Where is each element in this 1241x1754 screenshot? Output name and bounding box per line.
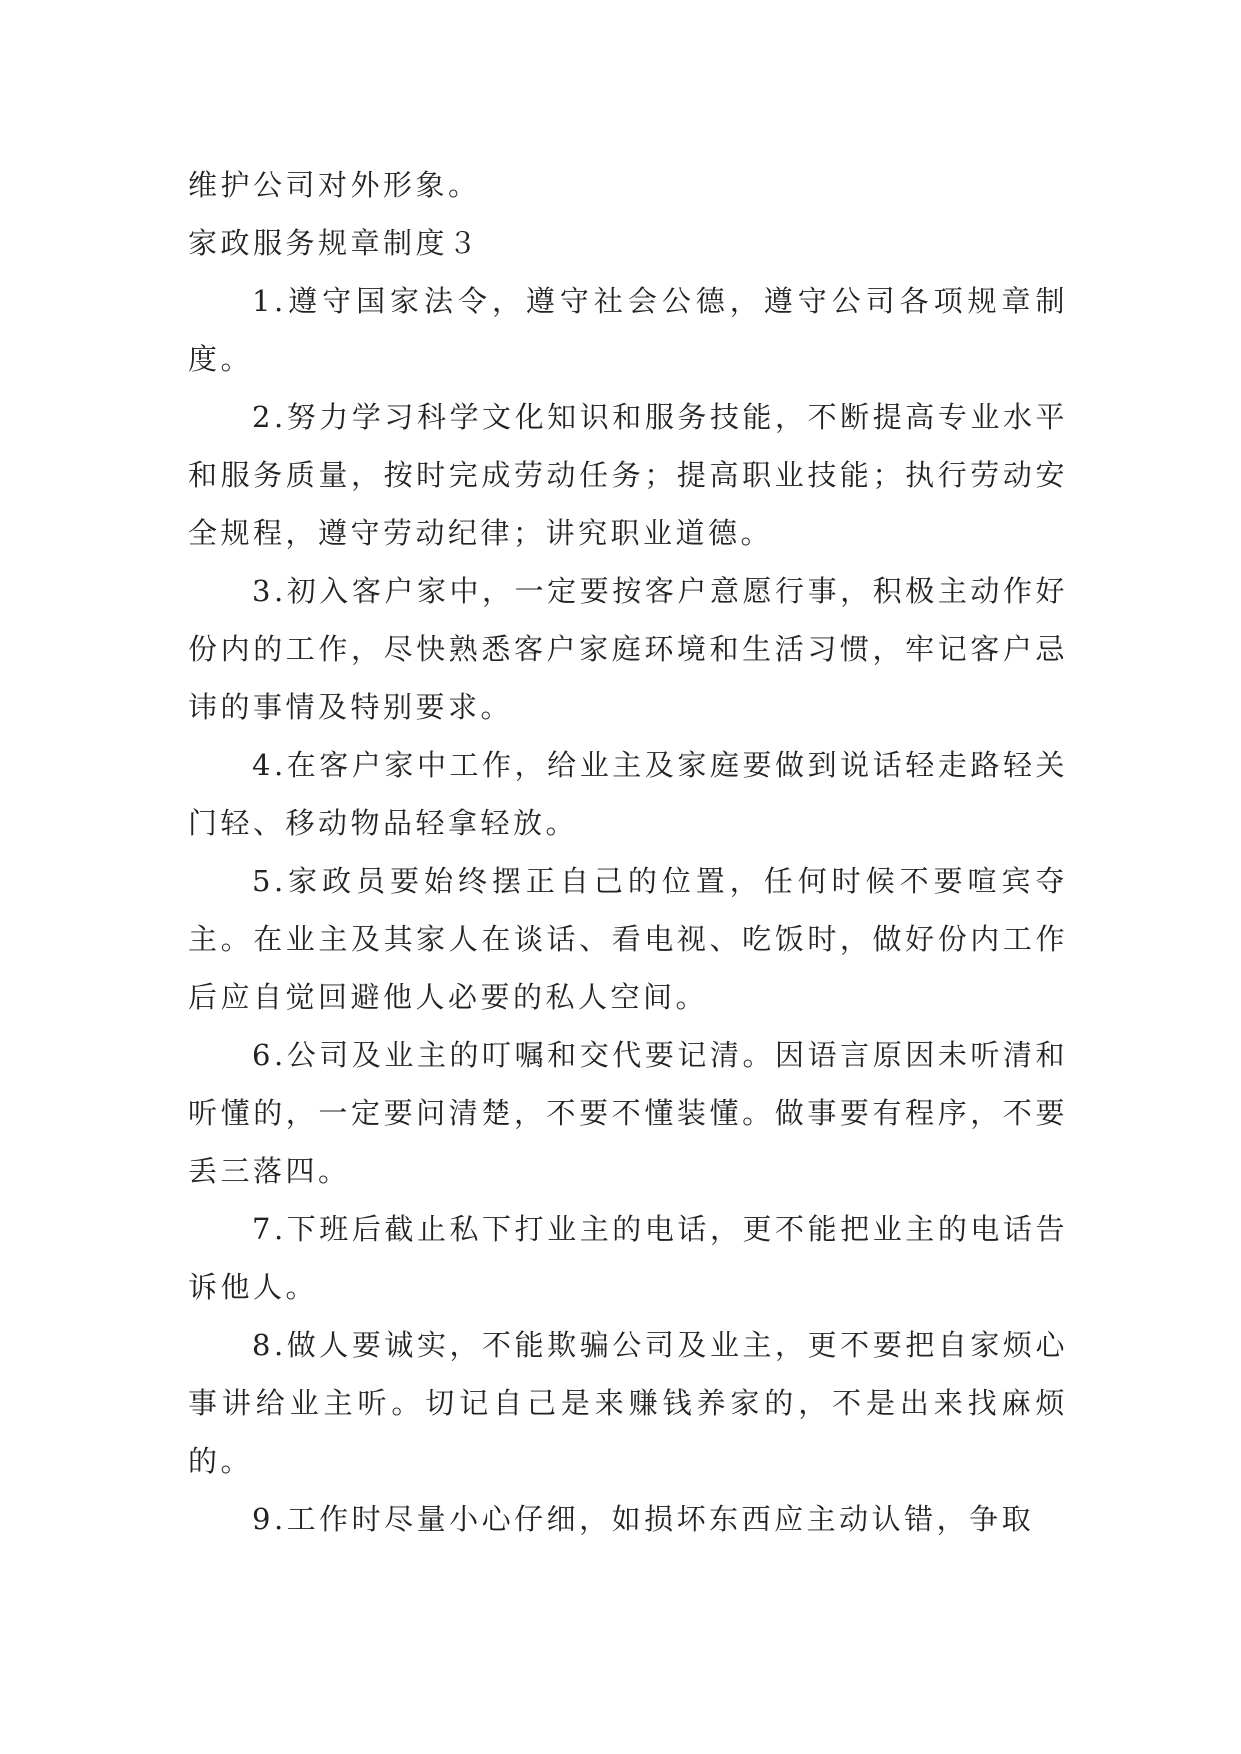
section-heading: 家政服务规章制度３: [188, 226, 481, 260]
document-body: [188, 156, 1068, 1548]
paragraph-4: 4.在客户家中工作，给业主及家庭要做到说话轻走路轻关门轻、移动物品轻拿轻放。: [188, 748, 1068, 840]
paragraph-5: 5.家政员要始终摆正自己的位置，任何时候不要喧宾夺主。在业主及其家人在谈话、看电视、吃饭时，做好份内工作后应自觉回避他人必要的私人空间。: [188, 864, 1068, 1014]
lead-line: 维护公司对外形象。: [188, 168, 481, 202]
paragraph-9: 9.工作时尽量小心仔细，如损坏东西应主动认错，争取: [252, 1502, 1035, 1536]
paragraph-7: 7.下班后截止私下打业主的电话，更不能把业主的电话告诉他人。: [188, 1212, 1068, 1304]
paragraph-3: 3.初入客户家中，一定要按客户意愿行事，积极主动作好份内的工作，尽快熟悉客户家庭环境和生活习惯，牢记客户忌讳的事情及特别要求。: [188, 574, 1068, 724]
paragraph-6: 6.公司及业主的叮嘱和交代要记清。因语言原因未听清和听懂的，一定要问清楚，不要不懂装懂。做事要有程序，不要丢三落四。: [188, 1038, 1068, 1188]
paragraph-2: 2.努力学习科学文化知识和服务技能，不断提高专业水平和服务质量，按时完成劳动任务；提高职业技能；执行劳动安全规程，遵守劳动纪律；讲究职业道德。: [188, 400, 1068, 550]
paragraph-1: 1.遵守国家法令，遵守社会公德，遵守公司各项规章制度。: [188, 284, 1068, 376]
paragraph-8: 8.做人要诚实，不能欺骗公司及业主，更不要把自家烦心事讲给业主听。切记自己是来赚钱养家的，不是出来找麻烦的。: [188, 1328, 1068, 1478]
